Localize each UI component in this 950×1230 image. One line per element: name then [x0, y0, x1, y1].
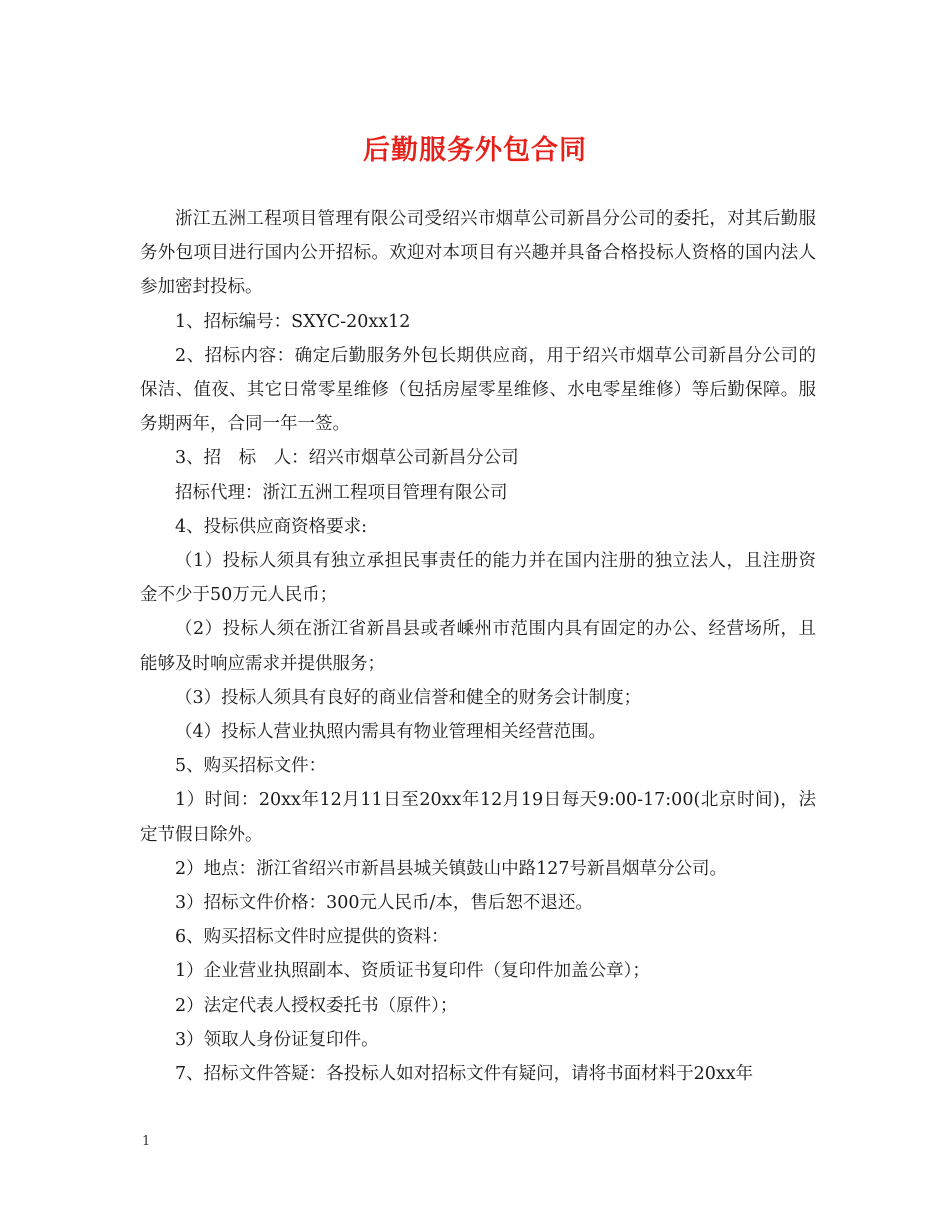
paragraph-qualification-4: （4）投标人营业执照内需具有物业管理相关经营范围。	[175, 722, 607, 743]
paragraph-materials-2: 2）法定代表人授权委托书（原件）；	[175, 995, 458, 1016]
paragraph-materials-heading: 6、购买招标文件时应提供的资料：	[175, 927, 449, 948]
paragraph-intro: 浙江五洲工程项目管理有限公司受绍兴市烟草公司新昌分公司的委托，对其后勤服务外包项目进行国内公开招标。欢迎对本项目有兴趣并具备合格投标人资格的国内法人参加密封投标。	[140, 209, 816, 298]
paragraph-qualification-3: （3）投标人须具有良好的商业信誉和健全的财务会计制度；	[175, 687, 642, 708]
paragraph-purchase-time: 1）时间：20xx年12月11日至20xx年12月19日每天9:00-17:00(北京时间)，法定节假日除外。	[140, 790, 816, 845]
document-body	[140, 202, 816, 1091]
paragraph-tender-number: 1、招标编号：SXYC-20xx12	[175, 311, 411, 332]
paragraph-purchase-location: 2）地点：浙江省绍兴市新昌县城关镇鼓山中路127号新昌烟草分公司。	[175, 858, 728, 879]
paragraph-materials-3: 3）领取人身份证复印件。	[175, 1029, 379, 1050]
paragraph-tenderer: 3、招 标 人：绍兴市烟草公司新昌分公司	[175, 448, 519, 469]
paragraph-qualification-1: （1）投标人须具有独立承担民事责任的能力并在国内注册的独立法人，且注册资金不少于50万元人民币；	[140, 551, 816, 606]
paragraph-qualification-heading: 4、投标供应商资格要求:	[175, 516, 368, 537]
paragraph-purchase-heading: 5、购买招标文件：	[175, 756, 327, 777]
paragraph-agent: 招标代理：浙江五洲工程项目管理有限公司	[175, 482, 508, 503]
paragraph-materials-1: 1）企业营业执照副本、资质证书复印件（复印件加盖公章）；	[175, 961, 650, 982]
paragraph-qa: 7、招标文件答疑：各投标人如对招标文件有疑问，请将书面材料于20xx年	[175, 1064, 754, 1085]
document-title: 后勤服务外包合同	[363, 135, 587, 166]
paragraph-tender-content: 2、招标内容：确定后勤服务外包长期供应商，用于绍兴市烟草公司新昌分公司的保洁、值夜、其它日常零星维修（包括房屋零星维修、水电零星维修）等后勤保障。服务期两年，合同一年一签。	[140, 345, 816, 435]
page-number: 1	[142, 1134, 151, 1149]
paragraph-qualification-2: （2）投标人须在浙江省新昌县或者嵊州市范围内具有固定的办公、经营场所，且能够及时响应需求并提供服务；	[140, 619, 816, 674]
paragraph-purchase-price: 3）招标文件价格：300元人民币/本，售后恕不退还。	[175, 893, 593, 914]
